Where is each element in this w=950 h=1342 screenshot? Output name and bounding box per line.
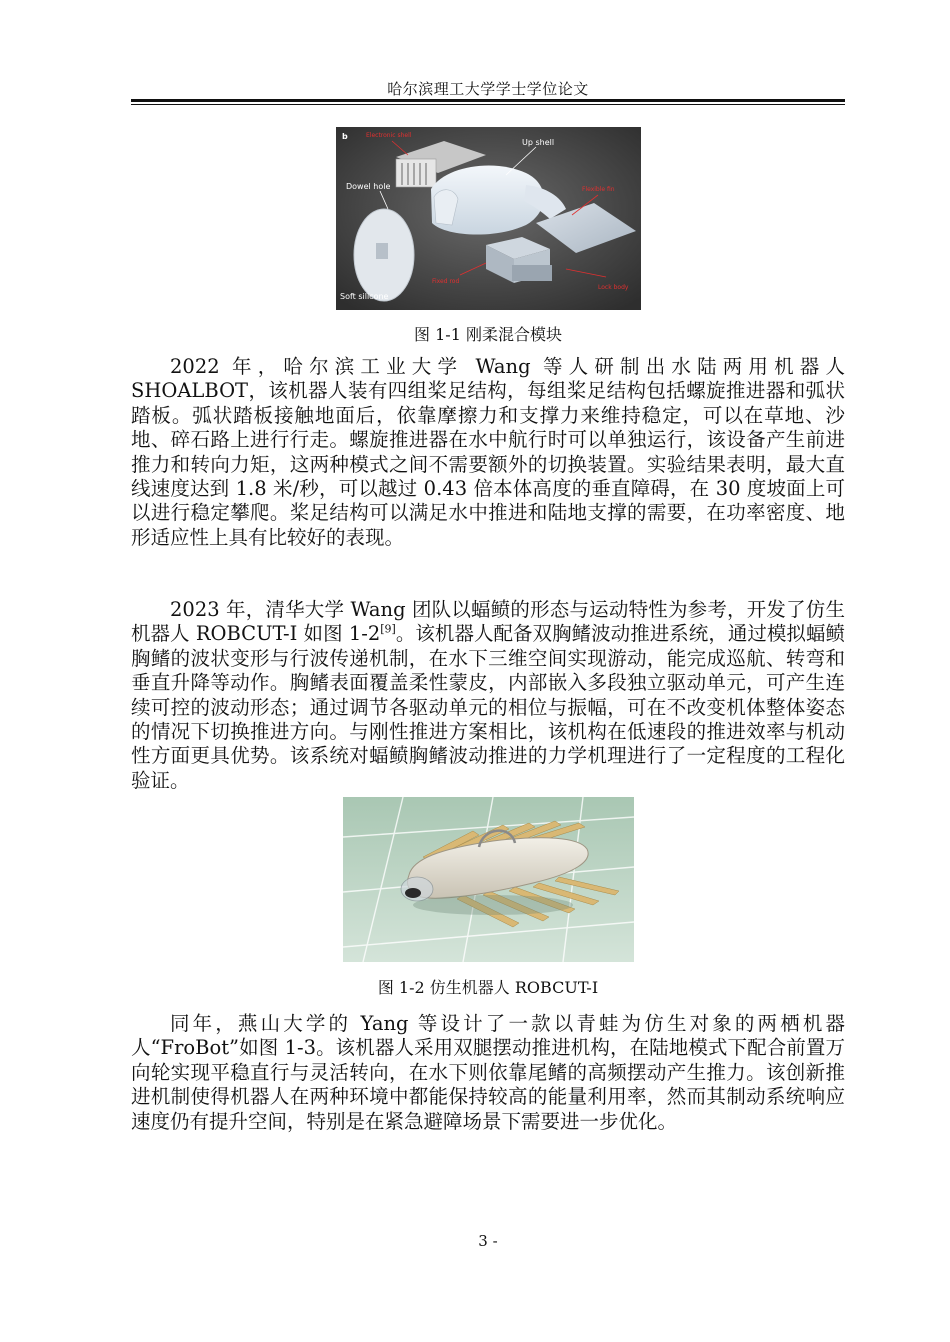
panel-label: b: [342, 132, 348, 141]
running-header: 哈尔滨理工大学学士学位论文: [387, 80, 589, 98]
robot-photo-render: [343, 797, 634, 962]
paragraph-shoalbot: 2022 年，哈尔滨工业大学 Wang 等人研制出水陆两用机器人 SHOALBOT，该机器人装有四组桨足结构，每组桨足结构包括螺旋推进器和弧状踏板。弧状踏板接触地面后，依靠摩擦力和支撑力来维持稳定，可以在草地、沙地、碎石路上进行行走。螺旋推进器在水中航行时可以单独运行，该设备产生前进推力和转向力矩，这两种模式之间不需要额外的切换装置。实验结果表明，最大直线速度达到 1.8 米/秒，可以越过 0.43 倍本体高度的垂直障碍，在 30 度坡面上可以进行稳定攀爬。桨足结构可以满足水中推进和陆地支撑的需要，在功率密度、地形适应性上具有比较好的表现。: [131, 355, 845, 549]
paragraph-frobot: 同年，燕山大学的 Yang 等设计了一款以青蛙为仿生对象的两栖机器人“FroBot”如图 1-3。该机器人采用双腿摆动推进机构，在陆地模式下配合前置万向轮实现平稳直行与灵活转向，在水下则依靠尾鳍的高频摆动产生推力。该创新推进机制使得机器人在两种环境中都能保持较高的能量利用率，然而其制动系统响应速度仍有提升空间，特别是在紧急避障场景下需要进一步优化。: [131, 1012, 845, 1133]
label-red-right: Flexible fin: [582, 186, 615, 193]
label-red-center: Fixed rod: [432, 278, 460, 285]
paragraph-robcut: [131, 598, 845, 793]
header-rule-thin: [131, 104, 845, 105]
paragraph-robcut-text-a: 2023 年，清华大学 Wang 团队以蝠鲼的形态与运动特性为参考，开发了仿生机器人 ROBCUT-I 如图 1-2: [131, 598, 845, 646]
label-up-shell: Up shell: [522, 138, 555, 147]
label-soft-silicone: Soft silicone: [340, 292, 389, 301]
header-rule-thick: [131, 99, 845, 102]
label-red-bottom-right: Lock body: [598, 284, 629, 291]
figure2-caption: 图 1-2 仿生机器人 ROBCUT-I: [377, 978, 599, 997]
citation-ref: [9]: [380, 622, 396, 636]
figure-robcut-photo: [343, 797, 634, 962]
label-red-top: Electronic shell: [366, 132, 412, 139]
label-dowel-hole: Dowel hole: [346, 182, 391, 191]
module-exploded-render: [336, 127, 641, 310]
figure1-caption: 图 1-1 刚柔混合模块: [414, 325, 562, 344]
page-number: 3 -: [478, 1232, 498, 1250]
paragraph-robcut-text-b: 。该机器人配备双胸鳍波动推进系统，通过模拟蝠鲼胸鳍的波状变形与行波传递机制，在水下三维空间实现游动，能完成巡航、转弯和垂直升降等动作。胸鳍表面覆盖柔性蒙皮，内部嵌入多段独立驱动单元，可产生连续可控的波动形态；通过调节各驱动单元的相位与振幅，可在不改变机体整体姿态的情况下切换推进方向。与刚性推进方案相比，该机构在低速段的推进效率与机动性方面更具优势。该系统对蝠鲼胸鳍波动推进的力学机理进行了一定程度的工程化验证。: [131, 622, 845, 792]
figure-rigid-soft-module: [336, 127, 641, 310]
